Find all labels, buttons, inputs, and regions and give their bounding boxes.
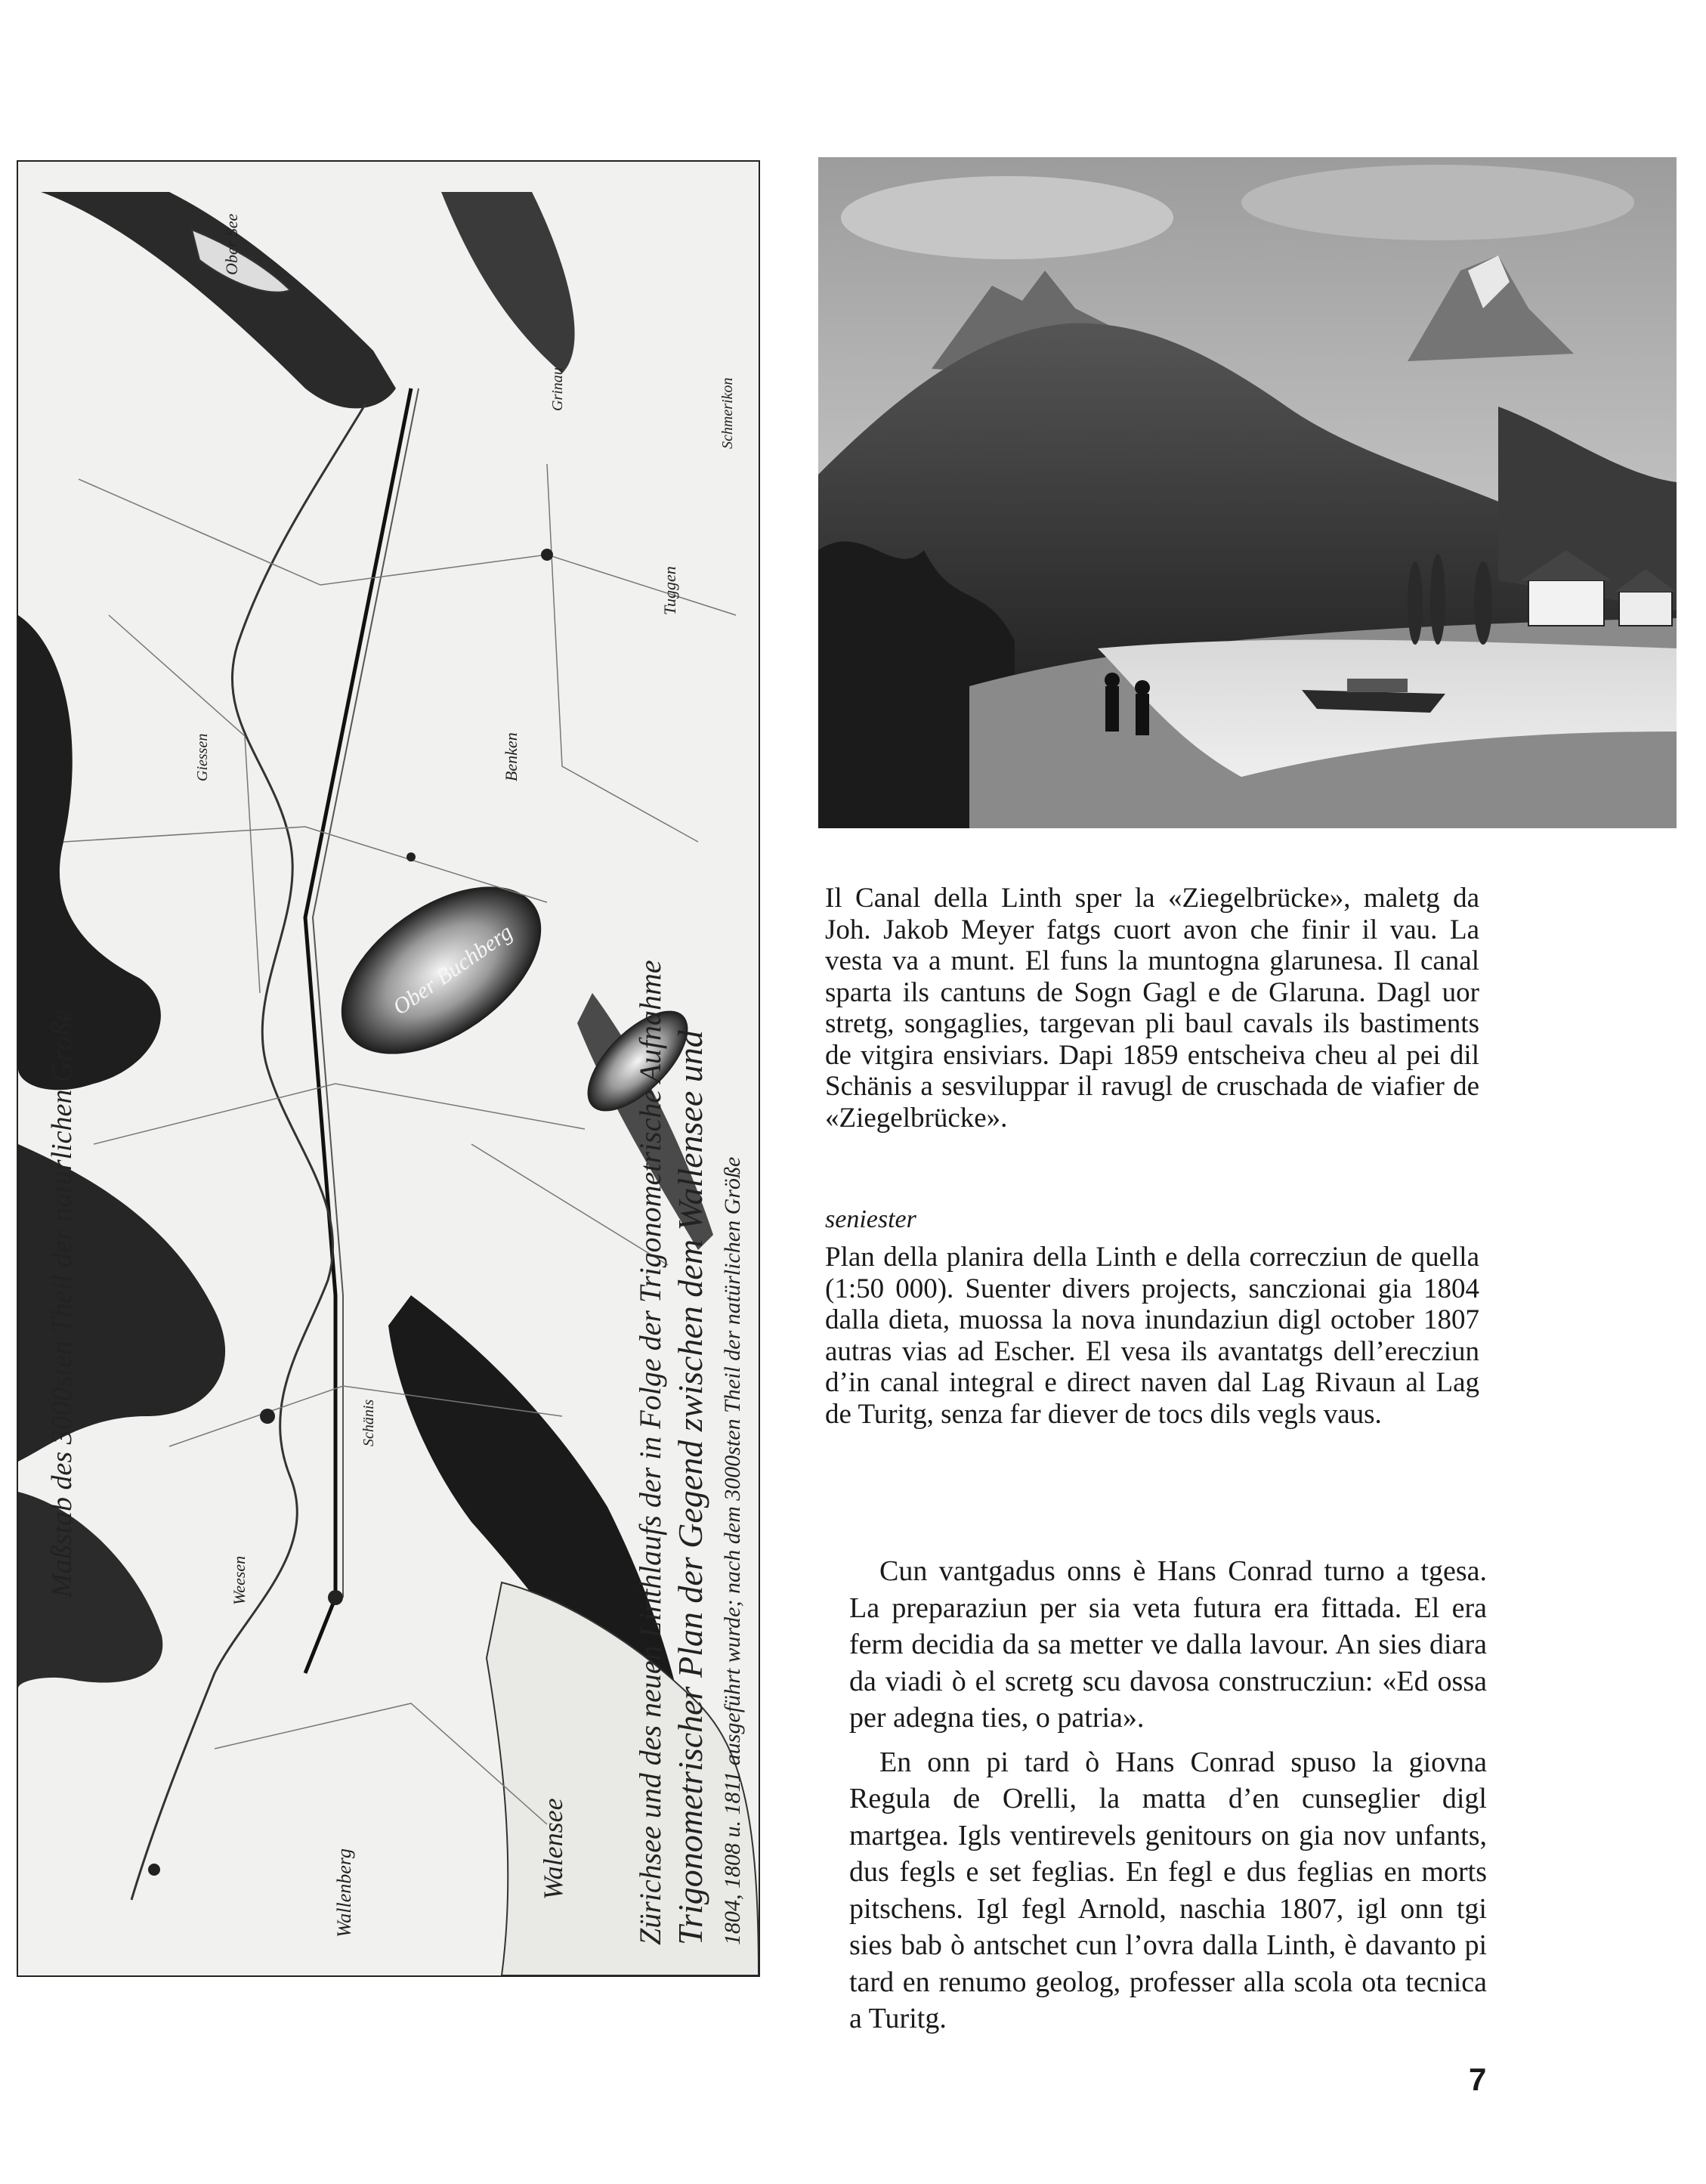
cloud xyxy=(841,176,1173,259)
poplar xyxy=(1474,561,1492,645)
map-place-giessen: Giessen xyxy=(194,733,211,781)
map-place-weesen: Weesen xyxy=(230,1555,249,1605)
map-place-schaenis: Schänis xyxy=(360,1399,377,1446)
map-place-wallenberg: Wallenberg xyxy=(333,1848,355,1938)
town-marker xyxy=(260,1409,275,1424)
town-marker xyxy=(328,1590,343,1605)
poplar xyxy=(1430,554,1445,645)
map-place-obersee: Ober See xyxy=(222,213,241,275)
map-title-line-3: 1804, 1808 u. 1811 ausgeführt wurde; nach dem 3000sten Theil der natürlichen Größe xyxy=(720,1156,745,1945)
figure-head xyxy=(1105,673,1120,688)
town-marker xyxy=(541,549,553,561)
map-place-tuggen: Tuggen xyxy=(660,566,679,615)
body-paragraph-1: Cun vantgadus onns è Hans Conrad turno a tgesa. La preparaziun per sia veta futura era fittada. El era ferm decidia da sa metter ve dalla lavour. An sies diara da viadi ò el scretg scu davosa construcziun: «Ed ossa per adegna ties, o patria». xyxy=(849,1555,1487,1734)
map-caption: Plan della planira della Linth e della correcziun de quella (1:50 000). Suenter divers projects, sanczionai gia 1804 dalla dieta, muossa la nova inundaziun digl october 1807 autras vias ad Escher. El vesa ils avantatgs dell’erecziun d’in canal integral e direct naven dal Lag Rivaun al Lag de Turitg, senza far diever de tocs dils vegls vaus. xyxy=(825,1242,1479,1430)
engraving-caption: Il Canal della Linth sper la «Ziegelbrücke», maletg da Joh. Jakob Meyer fatgs cuort avon che finir il vau. La vesta va a munt. El funs la muntogna glarunesa. Il canal sparta ils cantuns de Sogn Gagl e de Glaruna. Dagl uor stretg, songaglies, targevan pli baul cavals ils bastiments de vitgira ensiviars. Dapi 1859 entscheiva cheu al pei dil Schänis a sesviluppar il ravugl de cruschada de viafier de «Ziegelbrücke». xyxy=(825,883,1479,1134)
map-scale-text: Maßstab des 3000sten Theil der natürlichen Größe xyxy=(46,1009,78,1598)
map-place-schmerikon: Schmerikon xyxy=(719,377,736,449)
map-place-walensee: Walensee xyxy=(538,1798,568,1900)
town-marker xyxy=(406,852,416,862)
body-paragraph-2: En onn pi tard ò Hans Conrad spuso la giovna Regula de Orelli, la matta d’en cunseglier digl martgea. Igls ventirevels genitours on gia nov unfants, dus fegls e set feglias. En fegl e dus feglias en morts pitschens. Igl fegl Arnold, naschia 1807, igl onn tgi sies bab ò antschet cun l’ovra dalla Linth, è davanto pi tard en renumo geolog, professer alla scola ota tecnica a Turitg. xyxy=(849,1746,1487,2034)
figure-head xyxy=(1135,680,1150,695)
seniester-label: seniester xyxy=(825,1205,916,1233)
house xyxy=(1619,592,1672,626)
map-drawing xyxy=(18,162,759,1975)
barge-cargo xyxy=(1347,679,1408,692)
linth-plain-map xyxy=(17,160,760,1977)
figure xyxy=(1136,694,1149,735)
body-text xyxy=(849,1553,1487,2045)
page-number: 7 xyxy=(1469,2062,1487,2097)
map-title-line-2: Zürichsee und des neuen Linthlaufs der in Folge der Trigonometrische Aufnahme xyxy=(633,960,667,1945)
poplar xyxy=(1408,561,1423,645)
map-title-line-1: Trigonometrischer Plan der Gegend zwischen dem Wallensee und xyxy=(671,1030,709,1945)
engraving-drawing xyxy=(818,157,1677,828)
map-place-benken: Benken xyxy=(502,732,521,781)
map-place-grinau: Grinau xyxy=(549,367,566,411)
figure xyxy=(1105,686,1119,732)
town-marker xyxy=(148,1864,160,1876)
house xyxy=(1528,580,1604,626)
cloud xyxy=(1241,165,1634,240)
ziegelbruecke-engraving xyxy=(818,157,1677,828)
map-place-buchberg: Ober Buchberg xyxy=(388,919,518,1020)
